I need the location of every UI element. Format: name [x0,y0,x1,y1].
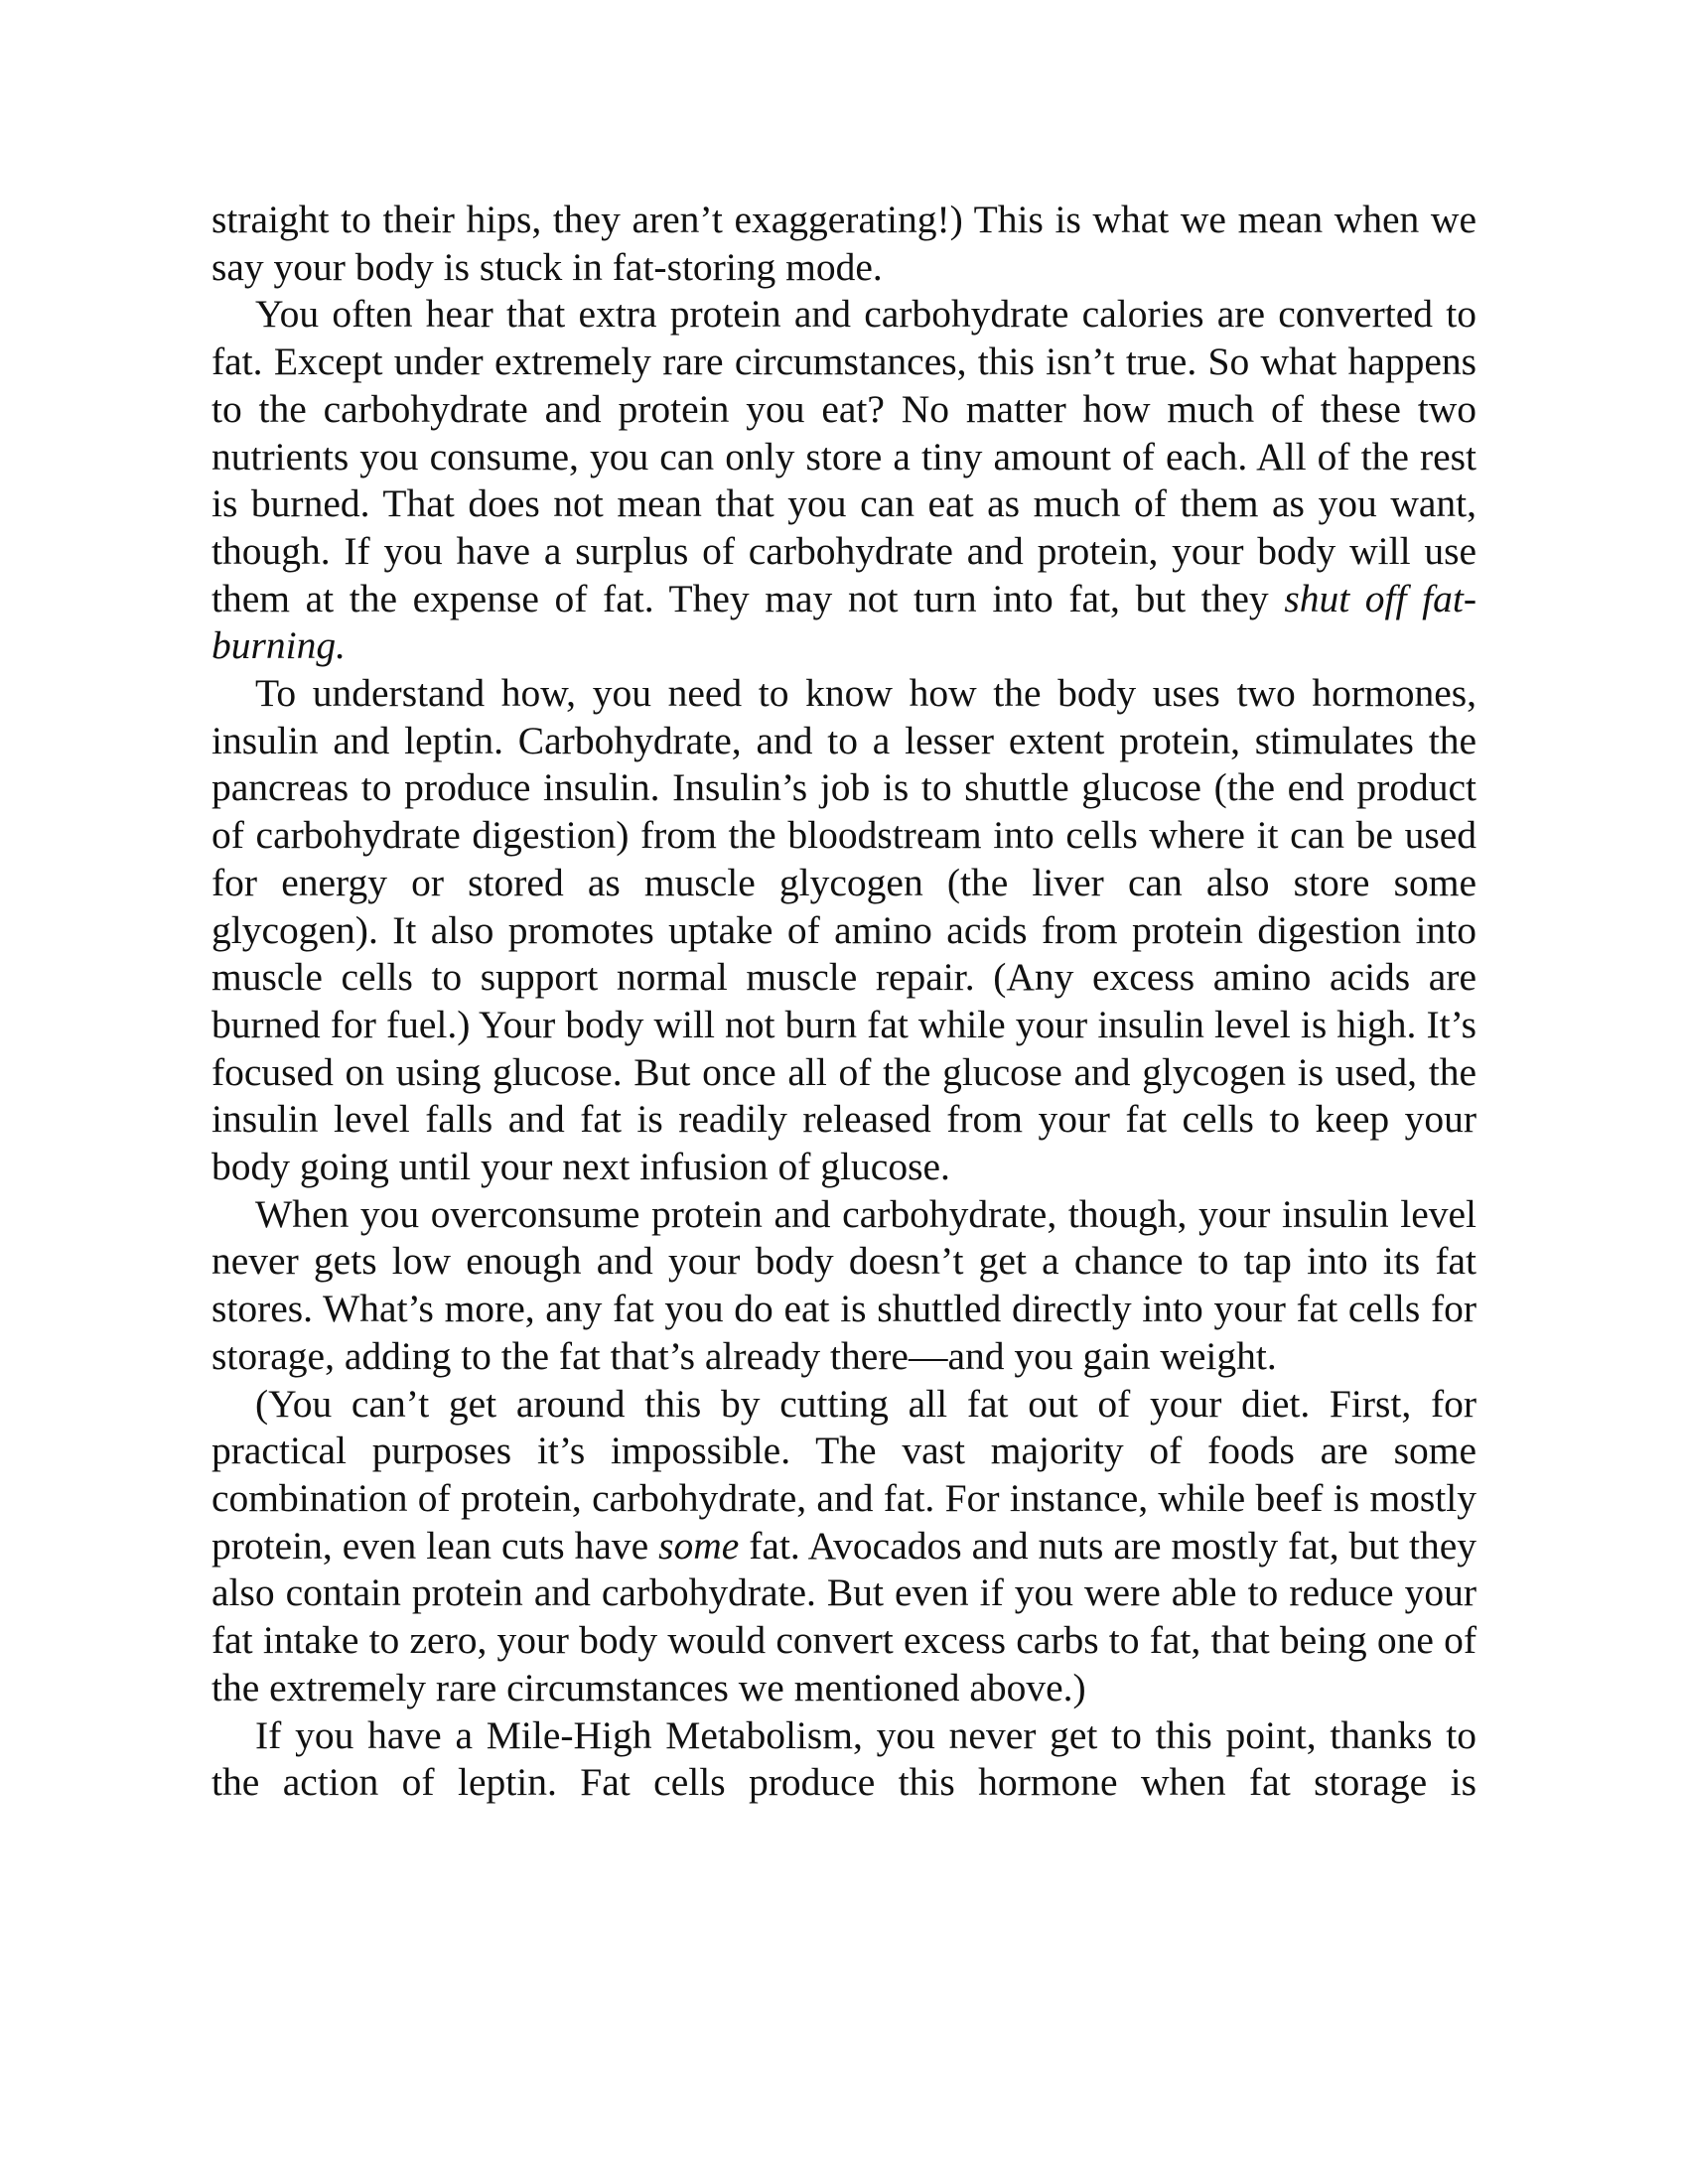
paragraph-2 [211,291,1477,670]
paragraph-6 [211,1712,1477,1807]
paragraph-2-text: You often hear that extra protein and carbohydrate calories are converted to fat. Except under extremely rare circumstances, this isn’t true. So what happens to the carbohydrate and protein you eat? No matter how much of these two nutrients you consume, you can only store a tiny amount of each. All of the rest is burned. That does not mean that you can eat as much of them as you want, though. If you have a surplus of carbohydrate and protein, your body will use them at the expense of fat. They may not turn into fat, but they [211,292,1477,620]
paragraph-1 [211,197,1477,291]
paragraph-4 [211,1191,1477,1381]
paragraph-5-text-a: (You can’t get around this by cutting all fat out of your diet. First, for practical purposes it’s impossible. The vast majority of foods are some combination of protein, carbohydrate, and fat. For instance, while beef is mostly protein, even lean cuts have [211,1381,1477,1568]
paragraph-1-text: straight to their hips, they aren’t exaggerating!) This is what we mean when we say your body is stuck in fat-storing mode. [211,198,1477,289]
paragraph-5 [211,1381,1477,1712]
paragraph-4-text: When you overconsume protein and carbohydrate, though, your insulin level never gets low enough and your body doesn’t get a chance to tap into its fat stores. What’s more, any fat you do eat is shuttled directly into your fat cells for storage, adding to the fat that’s already there—and you gain weight. [211,1191,1477,1378]
paragraph-5-text-b: fat. Avocados and nuts are mostly fat, but they also contain protein and carbohydrate. But even if you were able to reduce your fat intake to zero, your body would convert excess carbs to fat, that being one of the extremely rare circumstances we mentioned above.) [211,1523,1477,1709]
paragraph-6-text: If you have a Mile-High Metabolism, you never get to this point, thanks to the action of leptin. Fat cells produce this hormone when fat storage is [211,1712,1477,1805]
paragraph-3 [211,670,1477,1191]
paragraph-2-emphasis: shut off fat-burning. [211,576,1477,668]
paragraph-5-emphasis: some [658,1523,740,1568]
page-body [211,197,1477,1807]
paragraph-3-text: To understand how, you need to know how the body uses two hormones, insulin and leptin. Carbohydrate, and to a lesser extent protein, stimulates the pancreas to produce insulin. Insulin’s job is to shuttle glucose (the end product of carbohydrate digestion) from the bloodstream into cells where it can be used for energy or stored as muscle glycogen (the liver can also store some glycogen). It also promotes uptake of amino acids from protein digestion into muscle cells to support normal muscle repair. (Any excess amino acids are burned for fuel.) Your body will not burn fat while your insulin level is high. It’s focused on using glucose. But once all of the glucose and glycogen is used, the insulin level falls and fat is readily released from your fat cells to keep your body going until your next infusion of glucose. [211,671,1477,1189]
